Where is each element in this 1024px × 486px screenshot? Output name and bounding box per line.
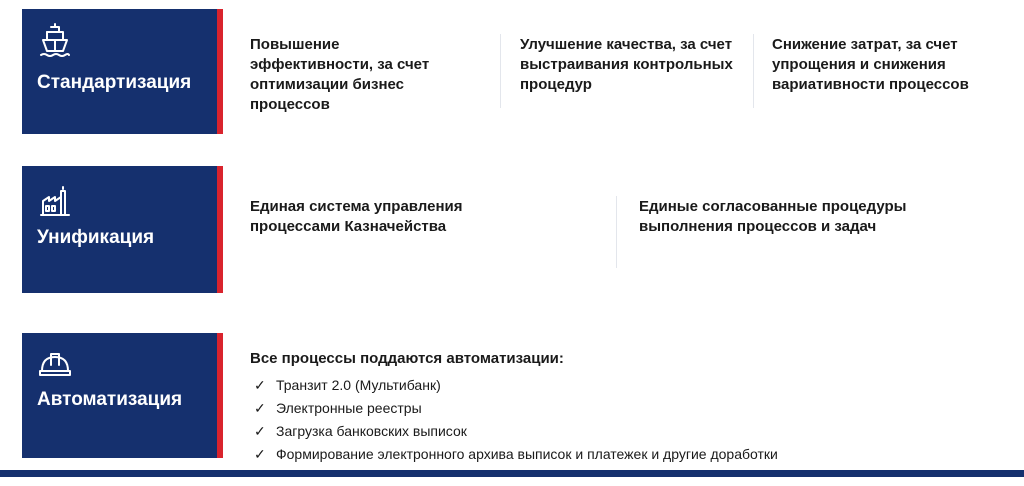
list-item: ✓ Электронные реестры [254,397,778,420]
ship-icon [38,23,72,57]
factory-icon [38,184,72,218]
unification-label: Унификация [37,227,155,248]
automation-label: Автоматизация [37,389,183,410]
divider [753,34,754,108]
divider [500,34,501,108]
unification-item-2: Единые согласованные процедуры выполнения процессов и задач [639,198,907,235]
divider [616,196,617,268]
hard-hat-icon [38,347,72,381]
checkmark-icon: ✓ [254,423,266,439]
automation-bullet-list [254,374,778,466]
list-item: ✓ Загрузка банковских выписок [254,420,778,443]
checkmark-icon: ✓ [254,400,266,416]
standardization-item-2: Улучшение качества, за счет выстраивания контрольных процедур [520,36,733,93]
checkmark-icon: ✓ [254,377,266,393]
standardization-item-3: Снижение затрат, за счет упрощения и снижения вариативности процессов [772,36,969,93]
list-item: ✓ Формирование электронного архива выписок и платежек и другие доработки [254,443,778,466]
standardization-label: Стандартизация [37,72,192,93]
unification-item-1: Единая система управления процессами Казначейства [250,198,463,235]
bottom-bar [0,470,1024,477]
unification-card [22,166,223,293]
automation-heading: Все процессы поддаются автоматизации: [250,350,564,367]
standardization-card [22,9,223,134]
list-item: ✓ Транзит 2.0 (Мультибанк) [254,374,778,397]
automation-card [22,333,223,458]
checkmark-icon: ✓ [254,446,266,462]
standardization-item-1: Повышение эффективности, за счет оптимизации бизнес процессов [250,36,430,113]
